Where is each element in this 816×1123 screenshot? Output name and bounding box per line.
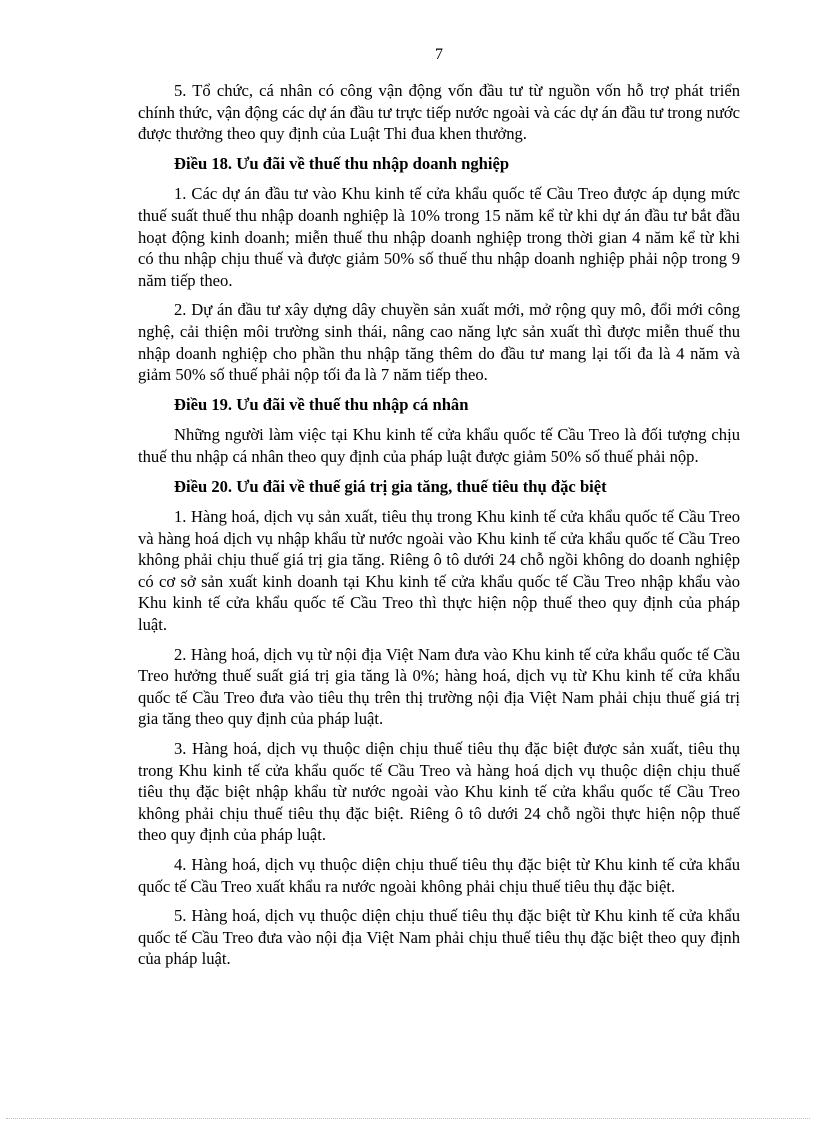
document-page	[138, 46, 740, 978]
page-number: 7	[435, 46, 443, 63]
article-20-clause-4: 4. Hàng hoá, dịch vụ thuộc diện chịu thuế tiêu thụ đặc biệt từ Khu kinh tế cửa khẩu quốc tế Cầu Treo xuất khẩu ra nước ngoài không phải chịu thuế tiêu thụ đặc biệt.	[138, 855, 740, 896]
article-20-clause-5: 5. Hàng hoá, dịch vụ thuộc diện chịu thuế tiêu thụ đặc biệt từ Khu kinh tế cửa khẩu quốc tế Cầu Treo đưa vào nội địa Việt Nam phải chịu thuế tiêu thụ đặc biệt theo quy định của pháp luật.	[138, 906, 740, 969]
article-20-clause-1: 1. Hàng hoá, dịch vụ sản xuất, tiêu thụ trong Khu kinh tế cửa khẩu quốc tế Cầu Treo và hàng hoá dịch vụ nhập khẩu từ nước ngoài vào Khu kinh tế cửa khẩu quốc tế Cầu Treo không phải chịu thuế giá trị gia tăng. Riêng ô tô dưới 24 chỗ ngồi không do doanh nghiệp có cơ sở sản xuất kinh doanh tại Khu kinh tế cửa khẩu quốc tế Cầu Treo nhập khẩu vào Khu kinh tế cửa khẩu quốc tế Cầu Treo thì thực hiện nộp thuế theo quy định của pháp luật.	[138, 507, 740, 635]
article-20-heading: Điều 20. Ưu đãi về thuế giá trị gia tăng, thuế tiêu thụ đặc biệt	[174, 476, 607, 496]
article-18-heading: Điều 18. Ưu đãi về thuế thu nhập doanh nghiệp	[174, 153, 510, 173]
article-18-clause-1: 1. Các dự án đầu tư vào Khu kinh tế cửa khẩu quốc tế Cầu Treo được áp dụng mức thuế suất thuế thu nhập doanh nghiệp là 10% trong 15 năm kể từ khi dự án đầu tư bắt đầu hoạt động kinh doanh; miễn thuế thu nhập doanh nghiệp trong thời gian 4 năm kể từ khi có thu nhập chịu thuế và được giảm 50% số thuế thu nhập doanh nghiệp phải nộp trong 9 năm tiếp theo.	[138, 184, 740, 290]
page-edge-line	[6, 1118, 810, 1119]
article-18-clause-2: 2. Dự án đầu tư xây dựng dây chuyền sản xuất mới, mở rộng quy mô, đổi mới công nghệ, cải thiện môi trường sinh thái, nâng cao năng lực sản xuất thì được miễn thuế thu nhập doanh nghiệp cho phần thu nhập tăng thêm do đầu tư mang lại tối đa là 4 năm và giảm 50% số thuế phải nộp tối đa là 7 năm tiếp theo.	[138, 300, 740, 385]
article-19-heading: Điều 19. Ưu đãi về thuế thu nhập cá nhân	[174, 394, 469, 414]
clause-17-5-paragraph: 5. Tổ chức, cá nhân có công vận động vốn đầu tư từ nguồn vốn hỗ trợ phát triển chính thức, vận động các dự án đầu tư trực tiếp nước ngoài và các dự án đầu tư trong nước được thưởng theo quy định của Luật Thi đua khen thưởng.	[138, 81, 740, 144]
article-20-clause-2: 2. Hàng hoá, dịch vụ từ nội địa Việt Nam đưa vào Khu kinh tế cửa khẩu quốc tế Cầu Treo hưởng thuế suất giá trị gia tăng là 0%; hàng hoá, dịch vụ từ Khu kinh tế cửa khẩu quốc tế Cầu Treo đưa vào tiêu thụ trên thị trường nội địa Việt Nam phải chịu thuế giá trị gia tăng theo quy định của pháp luật.	[138, 644, 740, 729]
article-20-clause-3: 3. Hàng hoá, dịch vụ thuộc diện chịu thuế tiêu thụ đặc biệt được sản xuất, tiêu thụ trong Khu kinh tế cửa khẩu quốc tế Cầu Treo và hàng hoá dịch vụ thuộc diện chịu thuế tiêu thụ đặc biệt nhập khẩu từ nước ngoài vào Khu kinh tế cửa khẩu quốc tế Cầu Treo không phải chịu thuế tiêu thụ đặc biệt. Riêng ô tô dưới 24 chỗ ngồi thực hiện nộp thuế theo quy định của pháp luật.	[138, 739, 740, 845]
article-19-paragraph: Những người làm việc tại Khu kinh tế cửa khẩu quốc tế Cầu Treo là đối tượng chịu thuế thu nhập cá nhân theo quy định của pháp luật được giảm 50% số thuế phải nộp.	[138, 425, 740, 466]
